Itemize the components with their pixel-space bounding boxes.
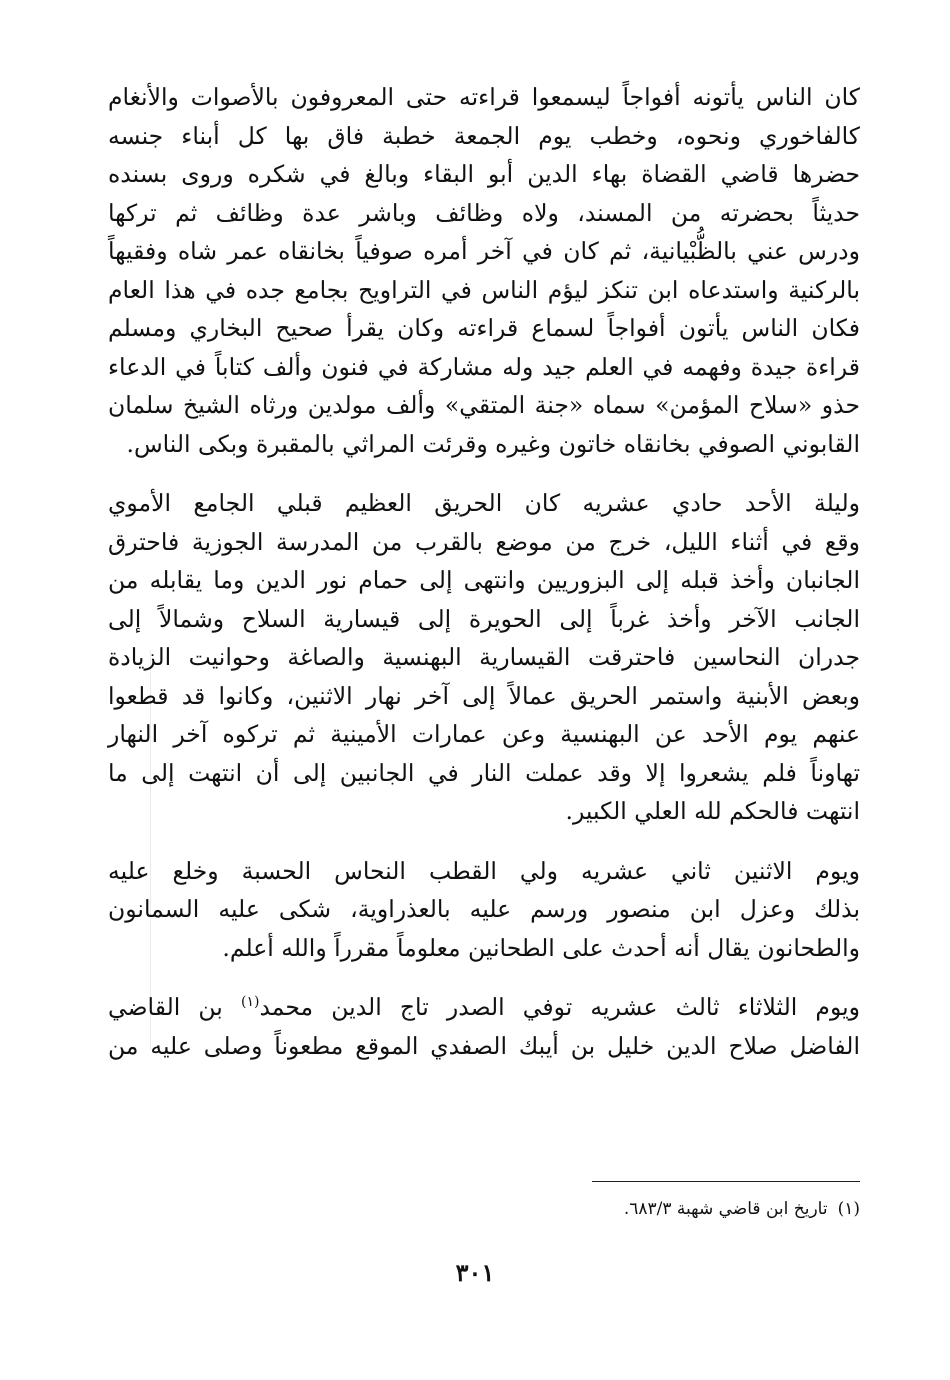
text-line: وقع في أثناء الليل، خرج من موضع بالقرب من المدرسة الجوزية فاحترق (108, 527, 860, 556)
text-line: وبعض الأبنية واستمر الحريق عمالاً إلى آخر نهار الاثنين، وكانوا قد قطعوا (108, 681, 860, 710)
footnote-text: تاريخ ابن قاضي شهبة ٦٨٣/٣. (623, 1199, 828, 1219)
page-number: ٣٠١ (455, 1258, 495, 1287)
text-line: كالفاخوري ونحوه، وخطب يوم الجمعة خطبة فاق بها كل أبناء جنسه (108, 121, 860, 150)
text-line: فكان الناس يأتون أفواجاً لسماع قراءته وكان يقرأ صحيح البخاري ومسلم (108, 314, 860, 342)
text-line: وليلة الأحد حادي عشريه كان الحريق العظيم قبلي الجامع الأموي (108, 489, 860, 517)
text-line: عنهم يوم الأحد عن البهنسية وعن عمارات الأمينية ثم تركوه آخر النهار (108, 720, 860, 748)
text-line: القابوني الصوفي بخانقاه خاتون وغيره وقرئت المراثي بالمقبرة وبكى الناس. (126, 429, 860, 458)
footnote-separator (592, 1181, 860, 1182)
text-line: الجانبان وأخذ قبله إلى البزوريين وانتهى إلى حمام نور الدين وما يقابله من (108, 566, 860, 594)
text-line: والطحانون يقال أنه أحدث على الطحانين معلوماً مقرراً والله أعلم. (222, 933, 860, 962)
paragraph-3 (108, 852, 860, 968)
paragraph-4 (108, 988, 860, 1065)
text-line: الجانب الآخر وأخذ غرباً إلى الحويرة إلى قيسارية السلاح وشمالاً إلى (108, 604, 860, 633)
text-line (108, 988, 860, 1027)
text-line: حذو «سلاح المؤمن» سماه «جنة المتقي» وألف مولدين ورثاه الشيخ سلمان (108, 391, 860, 419)
footnote (624, 1196, 860, 1222)
text-segment: بن القاضي (108, 993, 241, 1021)
page-body (108, 78, 860, 1065)
text-line: بذلك وعزل ابن منصور ورسم عليه بالعذراوية، شكى عليه السمانون (108, 895, 860, 923)
footnote-number: (١) (837, 1199, 860, 1219)
text-line: تهاوناً فلم يشعروا إلا وقد عملت النار في الجانبين إلى أن انتهت إلى ما (108, 758, 860, 787)
text-line: الفاضل صلاح الدين خليل بن أيبك الصفدي الموقع مطعوناً وصلى عليه من (108, 1031, 860, 1060)
text-line: حديثاً بحضرته من المسند، ولاه وظائف وباشر عدة وظائف ثم تركها (108, 198, 860, 227)
text-line: جدران النحاسين فاحترقت القيسارية البهنسية والصاغة وحوانيت الزيادة (108, 643, 860, 671)
text-line: بالركنية واستدعاه ابن تنكز ليؤم الناس في التراويح بجامع جده في هذا العام (108, 275, 860, 304)
footnote-reference[interactable]: (١) (241, 994, 260, 1011)
text-line: انتهت فالحكم لله العلي الكبير. (565, 797, 860, 825)
text-line: ويوم الاثنين ثاني عشريه ولي القطب النحاس الحسبة وخلع عليه (108, 856, 860, 885)
text-line: قراءة جيدة وفهمه في العلم جيد وله مشاركة في فنون وألف كتاباً في الدعاء (108, 352, 860, 381)
paragraph-2 (108, 484, 860, 831)
text-segment: ويوم الثلاثاء ثالث عشريه توفي الصدر تاج الدين محمد (259, 993, 860, 1021)
text-line: كان الناس يأتونه أفواجاً ليسمعوا قراءته حتى المعروفون بالأصوات والأنغام (108, 83, 860, 111)
paragraph-1 (108, 78, 860, 463)
text-line: حضرها قاضي القضاة بهاء الدين أبو البقاء وبالغ في شكره وروى بسنده (108, 160, 860, 188)
text-line: ودرس عني بالظُّبْيانية، ثم كان في آخر أمره صوفياً بخانقاه عمر شاه وفقيهاً (108, 237, 860, 265)
